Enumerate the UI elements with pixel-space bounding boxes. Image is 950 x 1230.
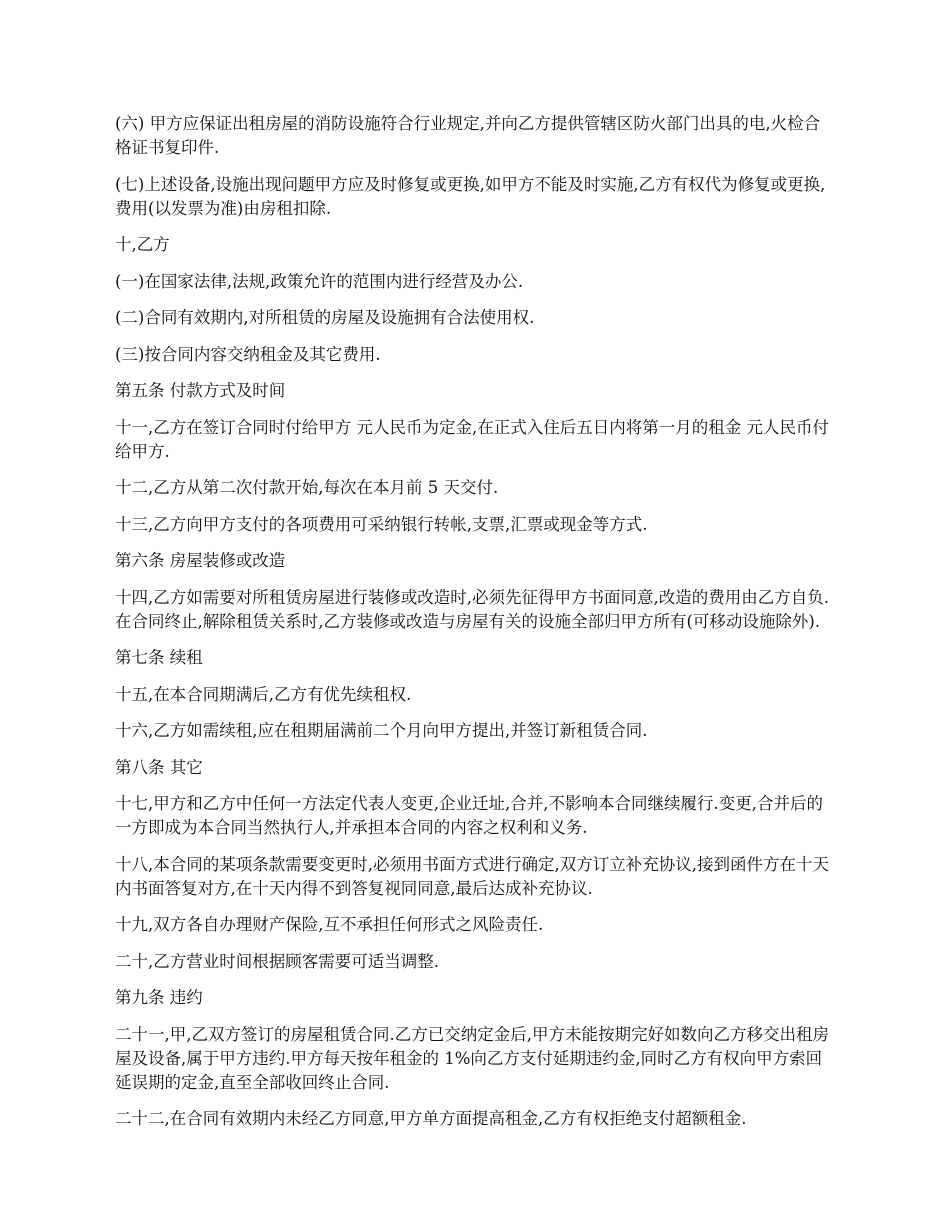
article-6-heading: 第六条 房屋装修或改造 bbox=[115, 551, 286, 570]
clause-11-deposit: 十一,乙方在签订合同时付给甲方 元人民币为定金,在正式入住后五日内将第一月的租金 元人民币付给甲方. bbox=[115, 417, 829, 461]
clause-3-pay-rent: (三)按合同内容交纳租金及其它费用. bbox=[115, 344, 381, 364]
article-9-heading: 第九条 违约 bbox=[115, 988, 203, 1007]
clause-21-breach: 二十一,甲,乙双方签订的房屋租赁合同.乙方已交纳定金后,甲方未能按期完好如数向乙方移交出租房屋及设备,属于甲方违约.甲方每天按年租金的 1%向乙方支付延期违约金,同时乙方有权向甲方索回延误期的定金,直至全部收回终止合同. bbox=[115, 1024, 829, 1092]
clause-18-amendment: 十八,本合同的某项条款需要变更时,必须用书面方式进行确定,双方订立补充协议,接到函件方在十天内书面答复对方,在十天内得不到答复视同同意,最后达成补充协议. bbox=[115, 854, 829, 898]
clause-13-payment-methods: 十三,乙方向甲方支付的各项费用可采纳银行转帐,支票,汇票或现金等方式. bbox=[115, 514, 648, 534]
clause-22-rent-increase: 二十二,在合同有效期内未经乙方同意,甲方单方面提高租金,乙方有权拒绝支付超额租金. bbox=[115, 1109, 747, 1128]
clause-19-insurance: 十九,双方各自办理财产保险,互不承担任何形式之风险责任. bbox=[115, 915, 544, 934]
clause-17-representative-change: 十七,甲方和乙方中任何一方法定代表人变更,企业迁址,合并,不影响本合同继续履行.变更,合并后的一方即成为本合同当然执行人,并承担本合同的内容之权利和义务. bbox=[115, 794, 823, 837]
article-7-heading: 第七条 续租 bbox=[115, 648, 203, 667]
clause-7-repair: (七)上述设备,设施出现问题甲方应及时修复或更换,如甲方不能及时实施,乙方有权代为修复或更换,费用(以发票为准)由房租扣除. bbox=[115, 174, 826, 218]
clause-16-renewal-notice: 十六,乙方如需续租,应在租期届满前二个月向甲方提出,并签订新租赁合同. bbox=[115, 721, 648, 740]
clause-20-business-hours: 二十,乙方营业时间根据顾客需要可适当调整. bbox=[115, 951, 439, 971]
article-8-heading: 第八条 其它 bbox=[115, 757, 203, 777]
section-10-party-b: 十,乙方 bbox=[115, 235, 170, 254]
clause-15-priority-renewal: 十五,在本合同期满后,乙方有优先续租权. bbox=[115, 684, 412, 704]
clause-1-business-scope: (一)在国家法律,法规,政策允许的范围内进行经营及办公. bbox=[115, 271, 524, 291]
clause-12-payment-schedule: 十二,乙方从第二次付款开始,每次在本月前 5 天交付. bbox=[115, 478, 499, 497]
clause-14-renovation: 十四,乙方如需要对所租赁房屋进行装修或改造时,必须先征得甲方书面同意,改造的费用由乙方自负.在合同终止,解除租赁关系时,乙方装修或改造与房屋有关的设施全部归甲方所有(可移动设施除外). bbox=[115, 587, 829, 631]
article-5-heading: 第五条 付款方式及时间 bbox=[115, 381, 286, 400]
clause-6-fire-safety: (六) 甲方应保证出租房屋的消防设施符合行业规定,并向乙方提供管辖区防火部门出具的电,火检合格证书复印件. bbox=[115, 114, 821, 157]
clause-2-usage-right: (二)合同有效期内,对所租赁的房屋及设施拥有合法使用权. bbox=[115, 308, 535, 327]
